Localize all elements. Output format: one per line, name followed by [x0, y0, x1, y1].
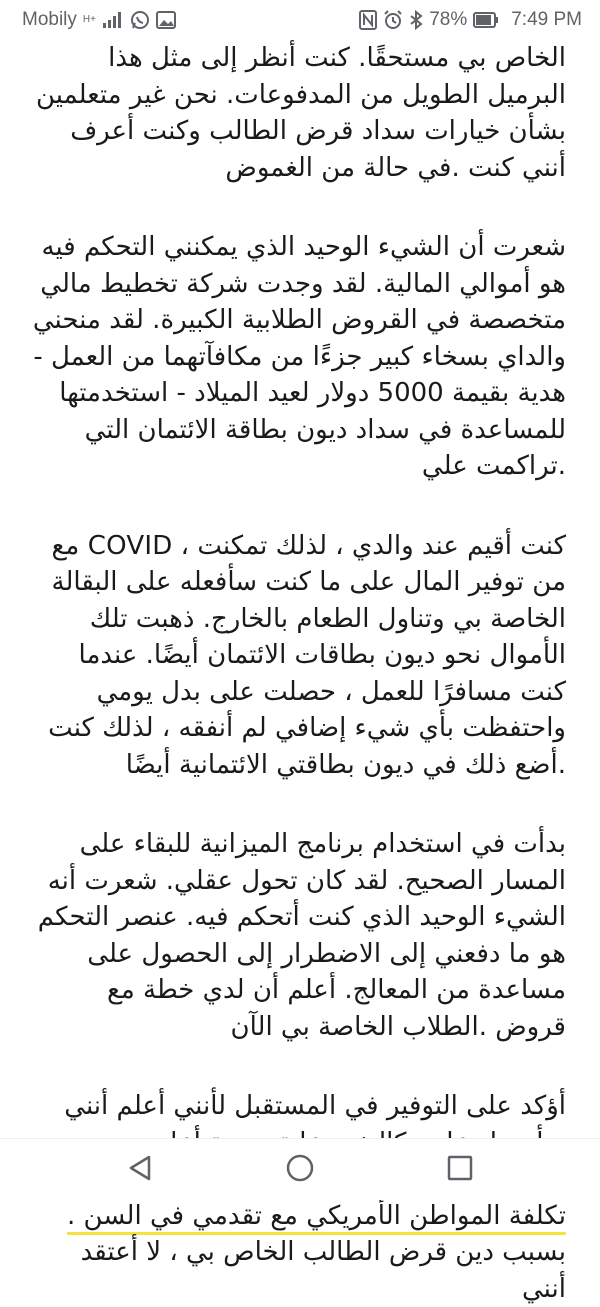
navigation-bar	[0, 1138, 600, 1200]
gallery-icon	[156, 11, 176, 29]
paragraph: بدأت في استخدام برنامج الميزانية للبقاء على المسار الصحيح. لقد كان تحول عقلي. شعرت أنه الشيء الوحيد الذي كنت أتحكم فيه. عنصر التحكم هو ما دفعني إلى الاضطرار إلى الحصول على مساعدة من المعالج. أعلم أن لدي خطة مع قروض .الطلاب الخاصة بي الآن	[37, 829, 566, 1042]
signal-icon	[102, 11, 124, 29]
paragraph-line: أؤكد على التوفير في المستقبل لأنني أعلم أنني	[64, 1091, 566, 1121]
paragraph: شعرت أن الشيء الوحيد الذي يمكنني التحكم فيه هو أموالي المالية. لقد وجدت شركة تخطيط مالي متخصصة في القروض الطلابية الكبيرة. لقد منحني والداي بسخاء كبير جزءًا من مكافآتهما من العمل - هدية بقيمة 5000 دولار لعيد الميلاد - استخدمتها للمساعدة في سداد ديون بطاقة الائتمان التي .تراكمت علي	[32, 232, 566, 481]
paragraph: كنت أقيم عند والدي ، لذلك تمكنت ، COVID مع من توفير المال على ما كنت سأفعله على البقالة الخاصة بي وتناول الطعام بالخارج. ذهبت تلك الأموال نحو ديون بطاقات الائتمان أيضًا. عندما كنت مسافرًا للعمل ، حصلت على بدل يومي واحتفظت بأي شيء إضافي لم أنفقه ، لذلك كنت .أضع ذلك في ديون بطاقتي الائتمانية أيضًا	[48, 530, 566, 780]
recents-icon	[447, 1155, 473, 1185]
nfc-icon	[359, 10, 377, 30]
bluetooth-icon	[409, 10, 423, 30]
recents-button[interactable]	[430, 1145, 490, 1195]
home-icon	[285, 1153, 315, 1187]
paragraph-line: بسبب دين قرض الطالب الخاص بي ، لا أعتقد أنني	[80, 1237, 566, 1304]
network-type-text: H+	[82, 14, 96, 25]
status-left	[22, 9, 176, 31]
alarm-icon	[383, 10, 403, 30]
status-bar	[0, 0, 600, 40]
back-icon	[127, 1154, 153, 1186]
battery-icon	[473, 12, 499, 28]
paragraph: الخاص بي مستحقًا. كنت أنظر إلى مثل هذا البرميل الطويل من المدفوعات. نحن غير متعلمين بشأن خيارات سداد قرض الطالب وكنت أعرف أنني كنت .في حالة من الغموض	[36, 43, 566, 183]
clock-time: 7:49 PM	[511, 9, 582, 30]
battery-percent: 78%	[429, 9, 468, 30]
whatsapp-icon	[130, 10, 150, 30]
network-type-label	[83, 15, 96, 25]
highlighted-line: تكلفة المواطن الأمريكي مع تقدمي في السن .	[67, 1201, 566, 1235]
article-body[interactable]	[0, 40, 600, 1304]
back-button[interactable]	[110, 1145, 170, 1195]
home-button[interactable]	[270, 1145, 330, 1195]
carrier-name: Mobily	[22, 9, 77, 30]
status-right	[359, 9, 582, 31]
